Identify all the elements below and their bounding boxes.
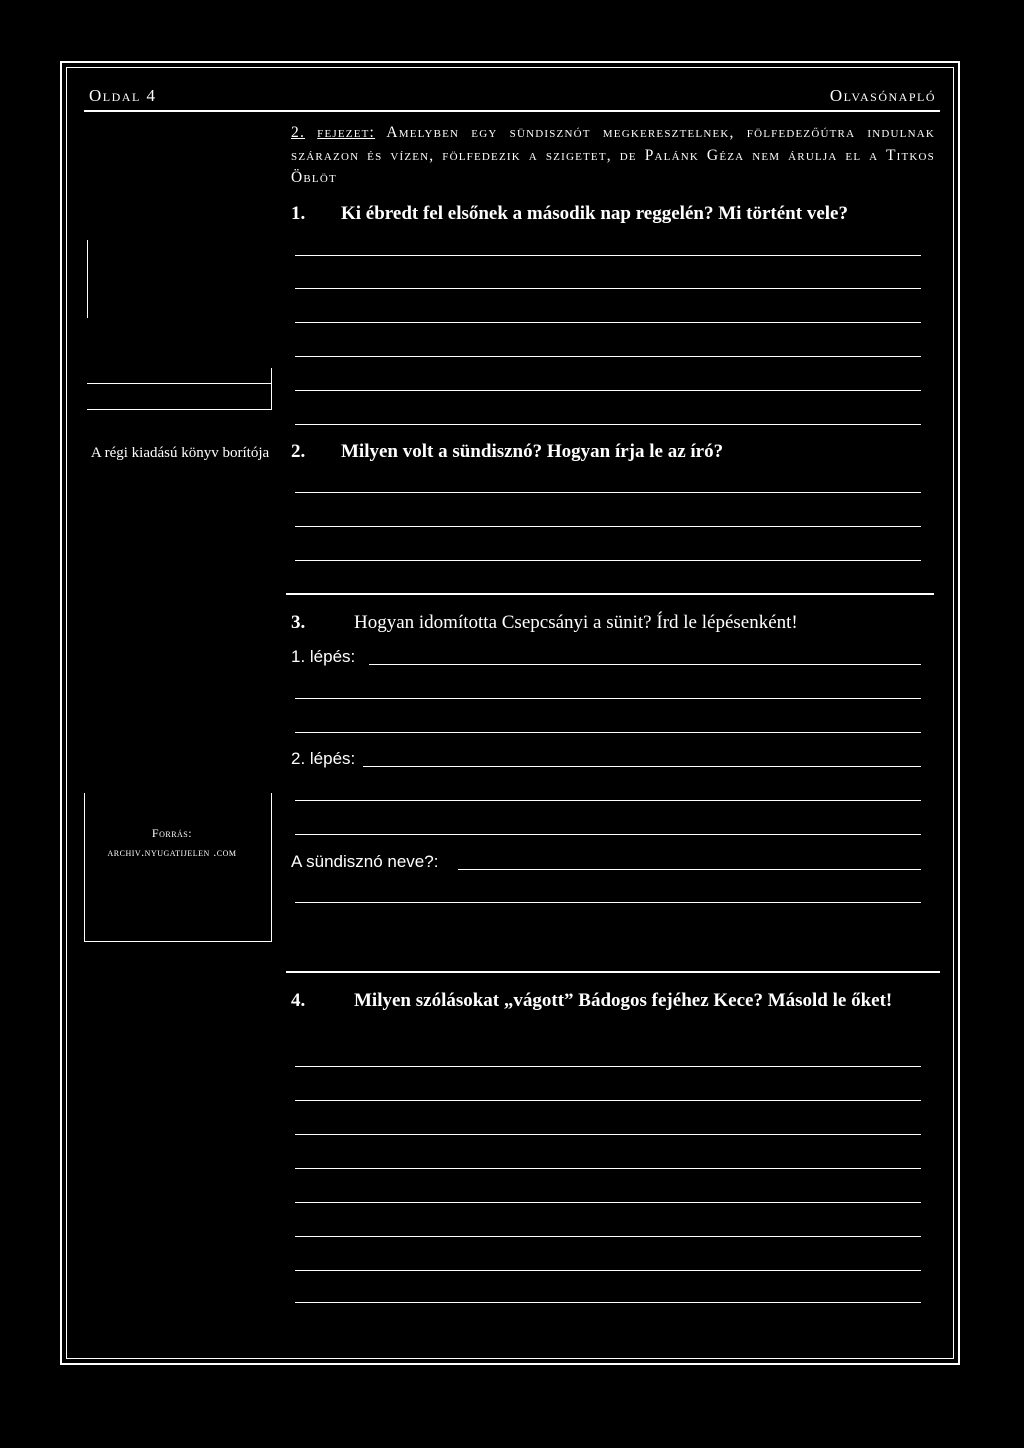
answer-line[interactable] (295, 390, 921, 391)
question-number: 3. (291, 612, 306, 633)
answer-line[interactable] (295, 288, 921, 289)
answer-line[interactable] (295, 1202, 921, 1203)
answer-line[interactable] (295, 492, 921, 493)
step-1-label: 1. lépés: (291, 647, 356, 666)
step-2-label: 2. lépés: (291, 749, 356, 768)
question-number: 2. (291, 441, 306, 462)
answer-line[interactable] (295, 698, 921, 699)
question-text: Ki ébredt fel elsőnek a második nap reggelén? Mi történt vele? (341, 203, 848, 224)
answer-line[interactable] (295, 1236, 921, 1237)
source-box-left (84, 793, 85, 941)
question-4 (291, 988, 943, 1013)
cover-image-border-bottom (87, 409, 272, 410)
hedgehog-name-label: A sündisznó neve?: (291, 852, 439, 871)
section-divider (286, 593, 934, 595)
source-box-right (271, 793, 272, 941)
answer-line[interactable] (295, 902, 921, 903)
answer-line[interactable] (295, 356, 921, 357)
page-frame-inner (66, 67, 954, 1359)
answer-line[interactable] (295, 1270, 921, 1271)
source-box-bottom (84, 941, 272, 942)
page-number: Oldal 4 (89, 86, 157, 105)
cover-image-border-left (87, 240, 88, 318)
question-text: Hogyan idomította Csepcsányi a sünit? Írd le lépésenként! (354, 612, 798, 633)
question-1 (291, 203, 848, 225)
answer-line[interactable] (295, 1302, 921, 1303)
answer-line[interactable] (295, 1100, 921, 1101)
chapter-label: fejezet: (317, 124, 376, 141)
answer-line[interactable] (295, 1168, 921, 1169)
chapter-heading (291, 122, 935, 190)
chapter-number: 2. (291, 124, 306, 141)
chapter-title: Amelyben egy sündisznót megkeresztelnek, fölfedezőútra indulnak szárazon és vízen, fölfedezik a szigetet, de Palánk Géza nem árulja el a Titkos Öblöt (291, 124, 935, 186)
answer-line[interactable] (295, 255, 921, 256)
question-text: Milyen szólásokat „vágott” Bádogos fejéhez Kece? Másold le őket! (354, 990, 893, 1011)
answer-line[interactable] (295, 1134, 921, 1135)
answer-line[interactable] (295, 322, 921, 323)
answer-line[interactable] (295, 424, 921, 425)
source-label: Forrás: (151, 826, 193, 840)
cover-image-border-right (271, 368, 272, 410)
source-url: archiv.nyugatijelen .com (107, 845, 237, 859)
answer-line[interactable] (295, 800, 921, 801)
question-3 (291, 612, 798, 634)
hedgehog-name-field[interactable] (458, 869, 921, 870)
document-title: Olvasónapló (829, 86, 936, 105)
answer-line[interactable] (295, 834, 921, 835)
section-divider (286, 971, 940, 973)
step-2-field[interactable] (363, 766, 921, 767)
question-2 (291, 441, 723, 463)
question-number: 4. (291, 990, 306, 1011)
cover-caption: A régi kiadású könyv borítója (90, 445, 270, 461)
answer-line[interactable] (295, 1066, 921, 1067)
answer-line[interactable] (295, 526, 921, 527)
source-credit (90, 824, 254, 862)
answer-line[interactable] (295, 732, 921, 733)
step-1-field[interactable] (369, 664, 921, 665)
question-number: 1. (291, 203, 306, 224)
cover-image-border-top (87, 383, 272, 384)
answer-line[interactable] (295, 560, 921, 561)
header-divider (84, 110, 940, 112)
question-text: Milyen volt a sündisznó? Hogyan írja le az író? (341, 441, 724, 462)
